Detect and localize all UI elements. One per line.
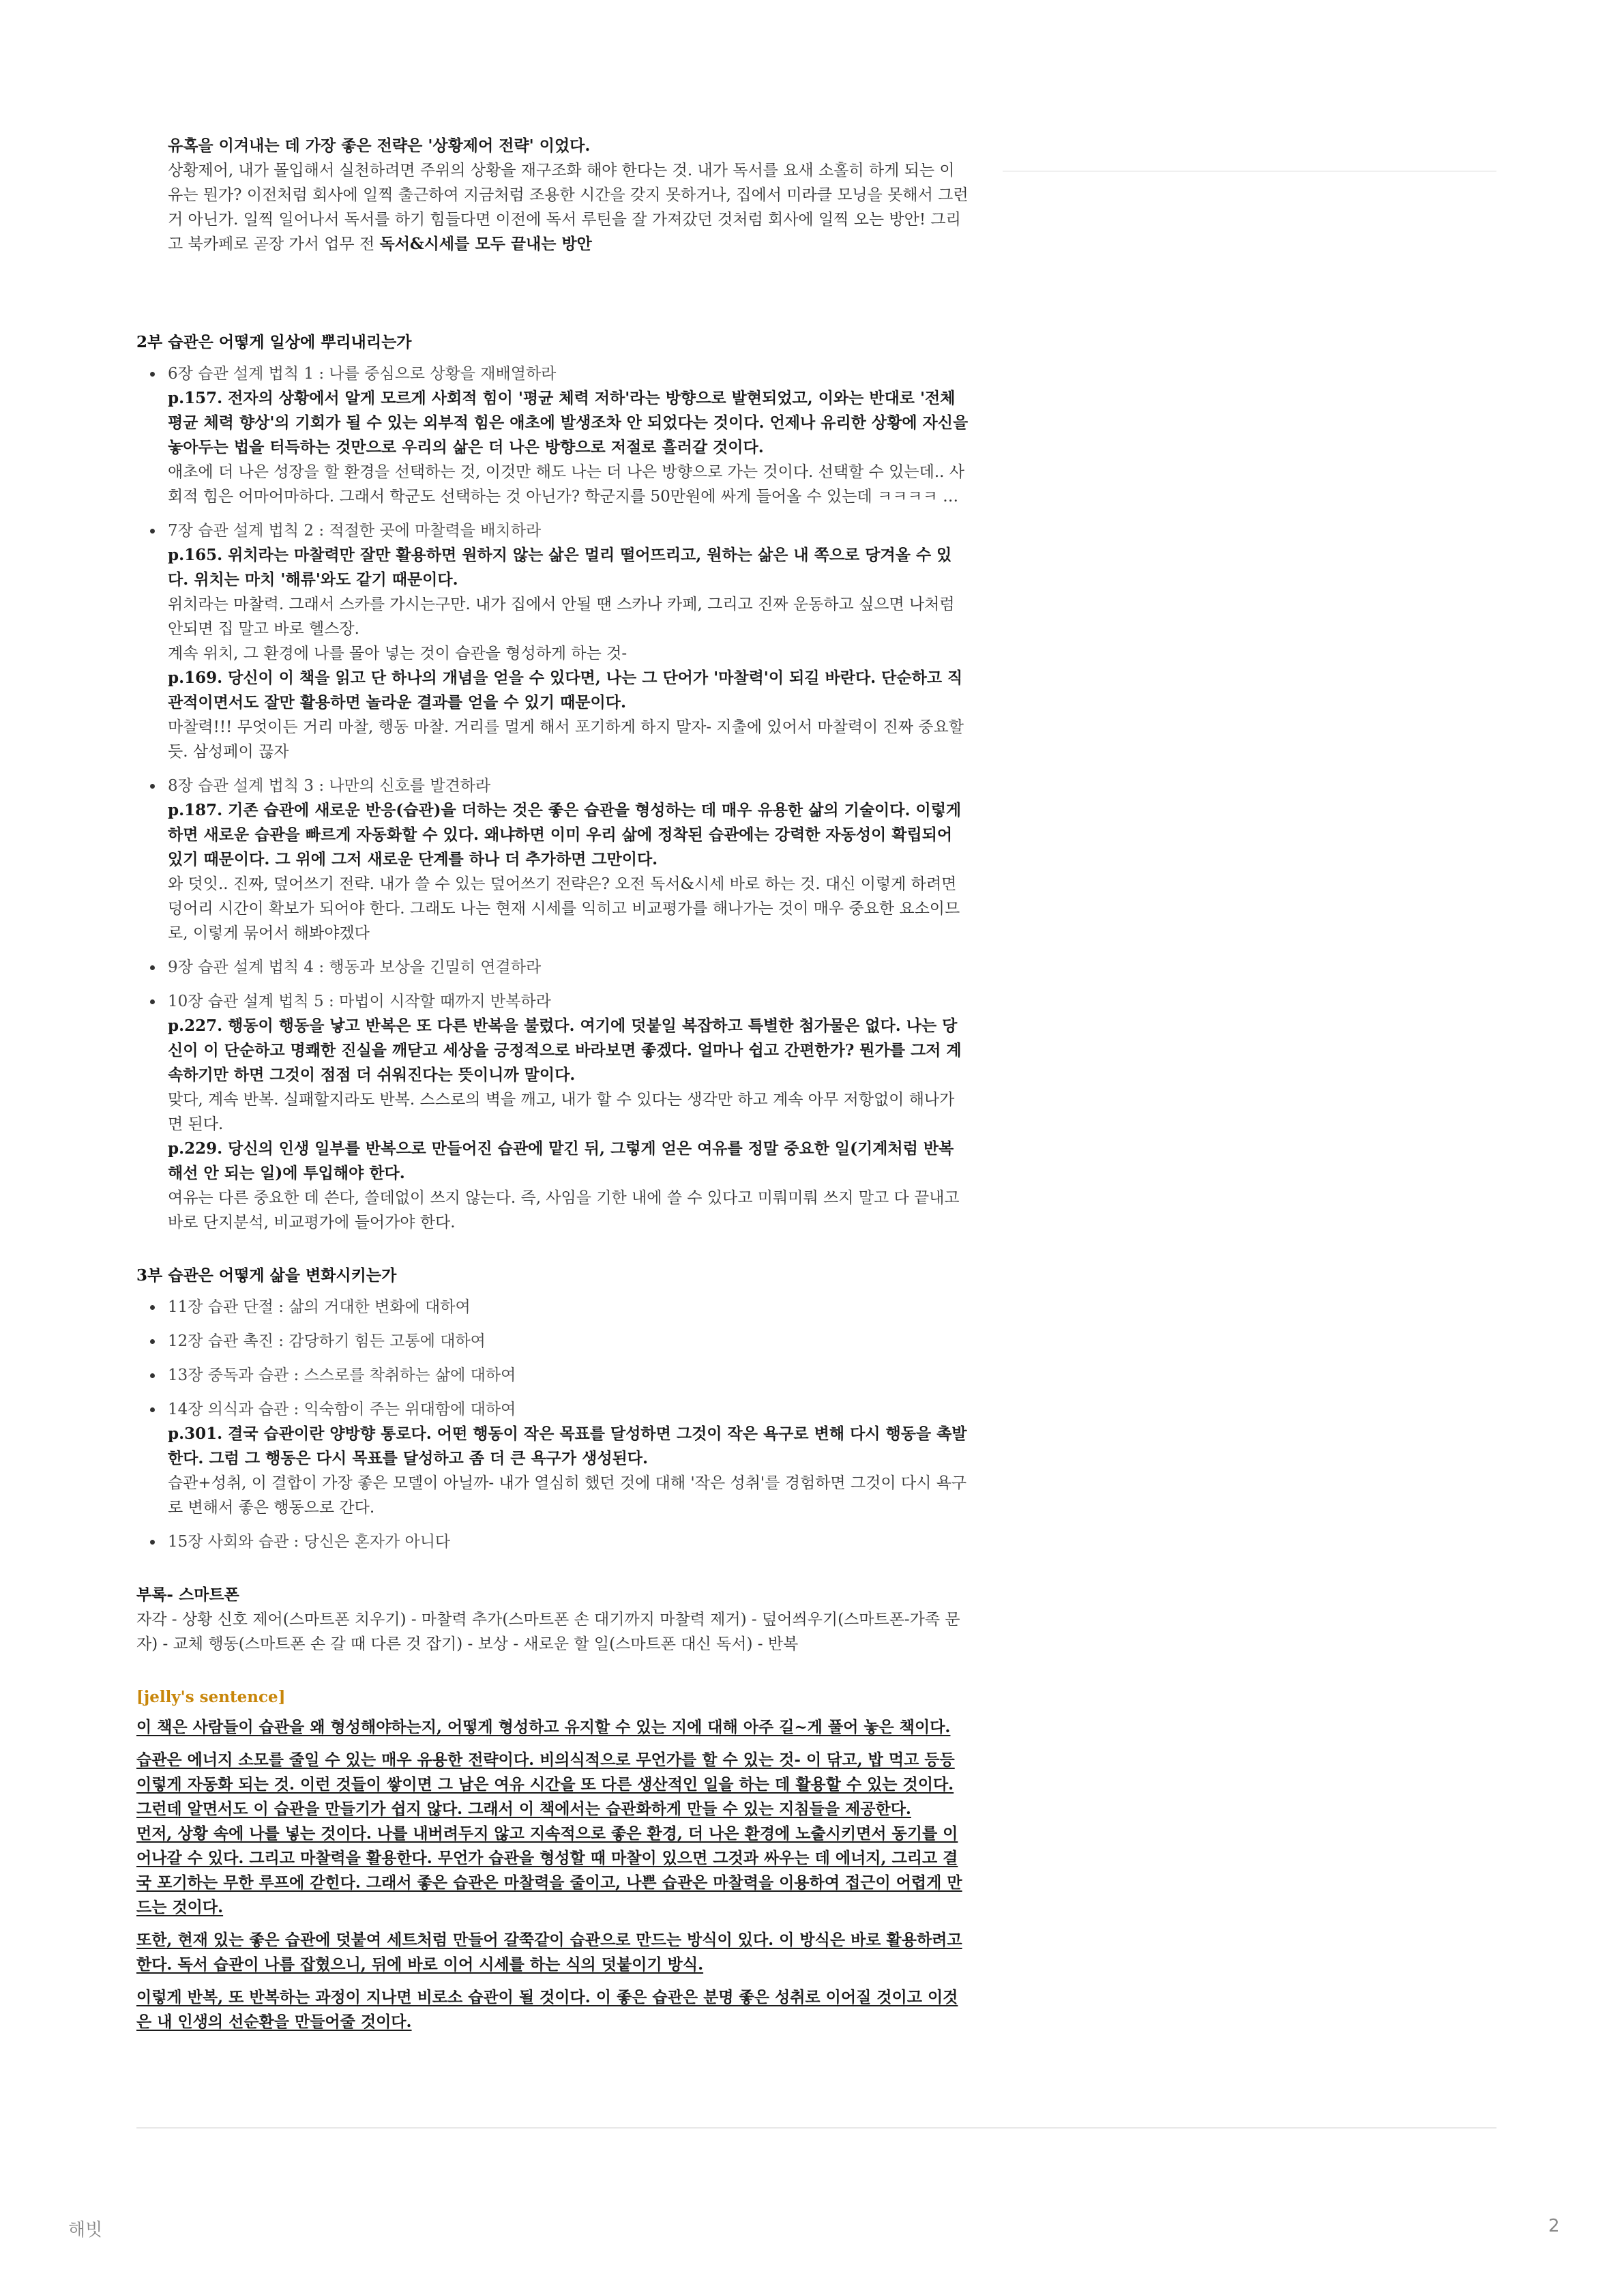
list-item-ch7 bbox=[136, 518, 969, 764]
quote: p.229. 당신의 인생 일부를 반복으로 만들어진 습관에 맡긴 뒤, 그렇게 얻은 여유를 정말 중요한 일(기계처럼 반복해선 안 되는 일)에 투입해야 한다. bbox=[168, 1139, 954, 1182]
footer-author: 해빗 bbox=[68, 2220, 103, 2240]
quote: p.301. 결국 습관이란 양방향 통로다. 어떤 행동이 작은 목표를 달성하면 그것이 작은 욕구로 변해 다시 행동을 촉발한다. 그럼 그 행동은 다시 목표를 달성하고 좀 더 큰 욕구가 생성된다. bbox=[168, 1424, 967, 1467]
jelly-paragraph-4: 이렇게 반복, 또 반복하는 과정이 지나면 비로소 습관이 될 것이다. 이 좋은 습관은 분명 좋은 성취로 이어질 것이고 이것은 내 인생의 선순환을 만들어줄 것이다. bbox=[136, 1988, 958, 2031]
note: 습관+성취, 이 결합이 가장 좋은 모델이 아닐까- 내가 열심히 했던 것에 대해 '작은 성취'를 경험하면 그것이 다시 욕구로 변해서 좋은 행동으로 간다. bbox=[168, 1474, 967, 1517]
part2-title: 2부 습관은 어떻게 일상에 뿌리내리는가 bbox=[136, 333, 412, 351]
chapter-label: 6장 습관 설계 법칙 1 : 나를 중심으로 상황을 재배열하라 bbox=[168, 365, 557, 383]
jelly-paragraph-1: 이 책은 사람들이 습관을 왜 형성해야하는지, 어떻게 형성하고 유지할 수 있는 지에 대해 아주 길~게 풀어 놓은 책이다. bbox=[136, 1718, 951, 1736]
note: 맞다, 계속 반복. 실패할지라도 반복. 스스로의 벽을 깨고, 내가 할 수 있다는 생각만 하고 계속 아무 저항없이 해나가면 된다. bbox=[168, 1091, 955, 1133]
list-item-ch14 bbox=[136, 1397, 969, 1520]
list-item-ch9 bbox=[136, 955, 969, 980]
list-item-ch12 bbox=[136, 1329, 969, 1354]
part3-title: 3부 습관은 어떻게 삶을 변화시키는가 bbox=[136, 1266, 397, 1285]
part3-list bbox=[136, 1295, 969, 1554]
intro-body-bold: 독서&시세를 모두 끝내는 방안 bbox=[379, 235, 592, 253]
list-item-ch10 bbox=[136, 989, 969, 1235]
chapter-label: 9장 습관 설계 법칙 4 : 행동과 보상을 긴밀히 연결하라 bbox=[168, 959, 542, 976]
list-item-ch15 bbox=[136, 1530, 969, 1554]
chapter-label: 7장 습관 설계 법칙 2 : 적절한 곳에 마찰력을 배치하라 bbox=[168, 522, 542, 540]
quote: p.165. 위치라는 마찰력만 잘만 활용하면 원하지 않는 삶은 멀리 떨어뜨리고, 원하는 삶은 내 쪽으로 당겨올 수 있다. 위치는 마치 '해류'와도 같기 때문이다. bbox=[168, 546, 952, 589]
chapter-label: 12장 습관 촉진 : 감당하기 힘든 고통에 대하여 bbox=[168, 1332, 486, 1350]
chapter-label: 8장 습관 설계 법칙 3 : 나만의 신호를 발견하라 bbox=[168, 777, 491, 795]
note: 여유는 다른 중요한 데 쓴다, 쓸데없이 쓰지 않는다. 즉, 사임을 기한 내에 쓸 수 있다고 미뤄미뤄 쓰지 말고 다 끝내고 바로 단지분석, 비교평가에 들어가야 한다. bbox=[168, 1189, 960, 1231]
chapter-label: 14장 의식과 습관 : 익숙함이 주는 위대함에 대하여 bbox=[168, 1401, 516, 1418]
list-item-ch8 bbox=[136, 774, 969, 946]
quote: p.157. 전자의 상황에서 알게 모르게 사회적 힘이 '평균 체력 저하'라는 방향으로 발현되었고, 이와는 반대로 '전체 평균 체력 향상'의 기회가 될 수 있는 외부적 힘은 애초에 발생조차 안 되었다는 것이다. 언제나 유리한 상황에 자신을 놓아두는 법을 터득하는 것만으로 우리의 삶은 더 나은 방향으로 저절로 흘러갈 것이다. bbox=[168, 389, 969, 456]
note: 위치라는 마찰력. 그래서 스카를 가시는구만. 내가 집에서 안될 땐 스카나 카페, 그리고 진짜 운동하고 싶으면 나처럼 안되면 집 말고 바로 헬스장. 계속 위치, 그 환경에 나를 몰아 넣는 것이 습관을 형성하게 하는 것- bbox=[168, 596, 955, 662]
divider bbox=[136, 2127, 1496, 2129]
document-body bbox=[136, 134, 969, 2034]
intro-body-text: 상황제어, 내가 몰입해서 실천하려면 주위의 상황을 재구조화 해야 한다는 것. 내가 독서를 요새 소홀히 하게 되는 이유는 뭔가? 이전처럼 회사에 일찍 출근하여 지금처럼 조용한 시간을 갖지 못하거나, 집에서 미라클 모닝을 못해서 그런 거 아닌가. 일찍 일어나서 독서를 하기 힘들다면 이전에 독서 루틴을 잘 가져갔던 것처럼 회사에 일찍 오는 방안! 그리고 북카페로 곧장 가서 업무 전 bbox=[168, 162, 969, 253]
intro-heading: 유혹을 이겨내는 데 가장 좋은 전략은 '상황제어 전략' 이었다. bbox=[168, 136, 591, 155]
divider bbox=[1003, 171, 1496, 172]
note: 마찰력!!! 무엇이든 거리 마찰, 행동 마찰. 거리를 멀게 해서 포기하게 하지 말자- 지출에 있어서 마찰력이 진짜 중요할 듯. 삼성페이 끊자 bbox=[168, 718, 964, 761]
appendix-body: 자각 - 상황 신호 제어(스마트폰 치우기) - 마찰력 추가(스마트폰 손 대기까지 마찰력 제거) - 덮어씌우기(스마트폰-가족 문자) - 교체 행동(스마트폰 손 갈 때 다른 것 잡기) - 보상 - 새로운 할 일(스마트폰 대신 독서) - 반복 bbox=[136, 1611, 960, 1653]
list-item-ch11 bbox=[136, 1295, 969, 1319]
list-item-ch6 bbox=[136, 362, 969, 509]
page-number: 2 bbox=[1548, 2216, 1560, 2236]
quote: p.169. 당신이 이 책을 읽고 단 하나의 개념을 얻을 수 있다면, 나는 그 단어가 '마찰력'이 되길 바란다. 단순하고 직관적이면서도 잘만 활용하면 놀라운 결과를 얻을 수 있기 때문이다. bbox=[168, 669, 963, 712]
note: 애초에 더 나은 성장을 할 환경을 선택하는 것, 이것만 해도 나는 더 나은 방향으로 가는 것이다. 선택할 수 있는데.. 사회적 힘은 어마어마하다. 그래서 학군도 선택하는 것 아닌가? 학군지를 50만원에 싸게 들어올 수 있는데 ㅋㅋㅋㅋ … bbox=[168, 463, 964, 506]
list-item-ch13 bbox=[136, 1363, 969, 1388]
part2-list bbox=[136, 362, 969, 1235]
jelly-paragraph-3: 또한, 현재 있는 좋은 습관에 덧붙여 세트처럼 만들어 갈쭉같이 습관으로 만드는 방식이 있다. 이 방식은 바로 활용하려고 한다. 독서 습관이 나름 잡혔으니, 뒤에 바로 이어 시세를 하는 식의 덧붙이기 방식. bbox=[136, 1931, 962, 1974]
jelly-paragraph-2: 습관은 에너지 소모를 줄일 수 있는 매우 유용한 전략이다. 비의식적으로 무언가를 할 수 있는 것- 이 닦고, 밥 먹고 등등 이렇게 자동화 되는 것. 이런 것들이 쌓이면 그 남은 여유 시간을 또 다른 생산적인 일을 하는 데 활용할 수 있는 것이다. 그런데 알면서도 이 습관을 만들기가 쉽지 않다. 그래서 이 책에서는 습관화하게 만들 수 있는 지침들을 제공한다. 먼저, 상황 속에 나를 넣는 것이다. 나를 내버려두지 않고 지속적으로 좋은 환경, 더 나은 환경에 노출시키면서 동기를 이어나갈 수 있다. 그리고 마찰력을 활용한다. 무언가 습관을 형성할 때 마찰이 있으면 그것과 싸우는 데 에너지, 그리고 결국 포기하는 무한 루프에 갇힌다. 그래서 좋은 습관은 마찰력을 줄이고, 나쁜 습관은 마찰력을 이용하여 접근이 어렵게 만드는 것이다. bbox=[136, 1751, 962, 1916]
chapter-label: 13장 중독과 습관 : 스스로를 착취하는 삶에 대하여 bbox=[168, 1366, 516, 1384]
appendix-title: 부록- 스마트폰 bbox=[136, 1585, 239, 1604]
chapter-label: 15장 사회와 습관 : 당신은 혼자가 아니다 bbox=[168, 1533, 451, 1551]
quote: p.227. 행동이 행동을 낳고 반복은 또 다른 반복을 불렀다. 여기에 덧붙일 복잡하고 특별한 첨가물은 없다. 나는 당신이 이 단순하고 명쾌한 진실을 깨닫고 세상을 긍정적으로 바라보면 좋겠다. 얼마나 쉽고 간편한가? 뭔가를 그저 계속하기만 하면 그것이 점점 더 쉬워진다는 뜻이니까 말이다. bbox=[168, 1017, 962, 1084]
chapter-label: 11장 습관 단절 : 삶의 거대한 변화에 대하여 bbox=[168, 1298, 471, 1316]
chapter-label: 10장 습관 설계 법칙 5 : 마법이 시작할 때까지 반복하라 bbox=[168, 993, 551, 1010]
note: 와 덧잇.. 진짜, 덮어쓰기 전략. 내가 쓸 수 있는 덮어쓰기 전략은? 오전 독서&시세 바로 하는 것. 대신 이렇게 하려면 덩어리 시간이 확보가 되어야 한다. 그래도 나는 현재 시세를 익히고 비교평가를 해나가는 것이 매우 중요한 요소이므로, 이렇게 묶어서 해봐야겠다 bbox=[168, 875, 960, 942]
quote: p.187. 기존 습관에 새로운 반응(습관)을 더하는 것은 좋은 습관을 형성하는 데 매우 유용한 삶의 기술이다. 이렇게 하면 새로운 습관을 빠르게 자동화할 수 있다. 왜냐하면 이미 우리 삶에 정착된 습관에는 강력한 자동성이 확립되어 있기 때문이다. 그 위에 그저 새로운 단계를 하나 더 추가하면 그만이다. bbox=[168, 801, 962, 868]
jelly-title: [jelly's sentence] bbox=[136, 1688, 286, 1706]
intro-body bbox=[136, 158, 969, 257]
